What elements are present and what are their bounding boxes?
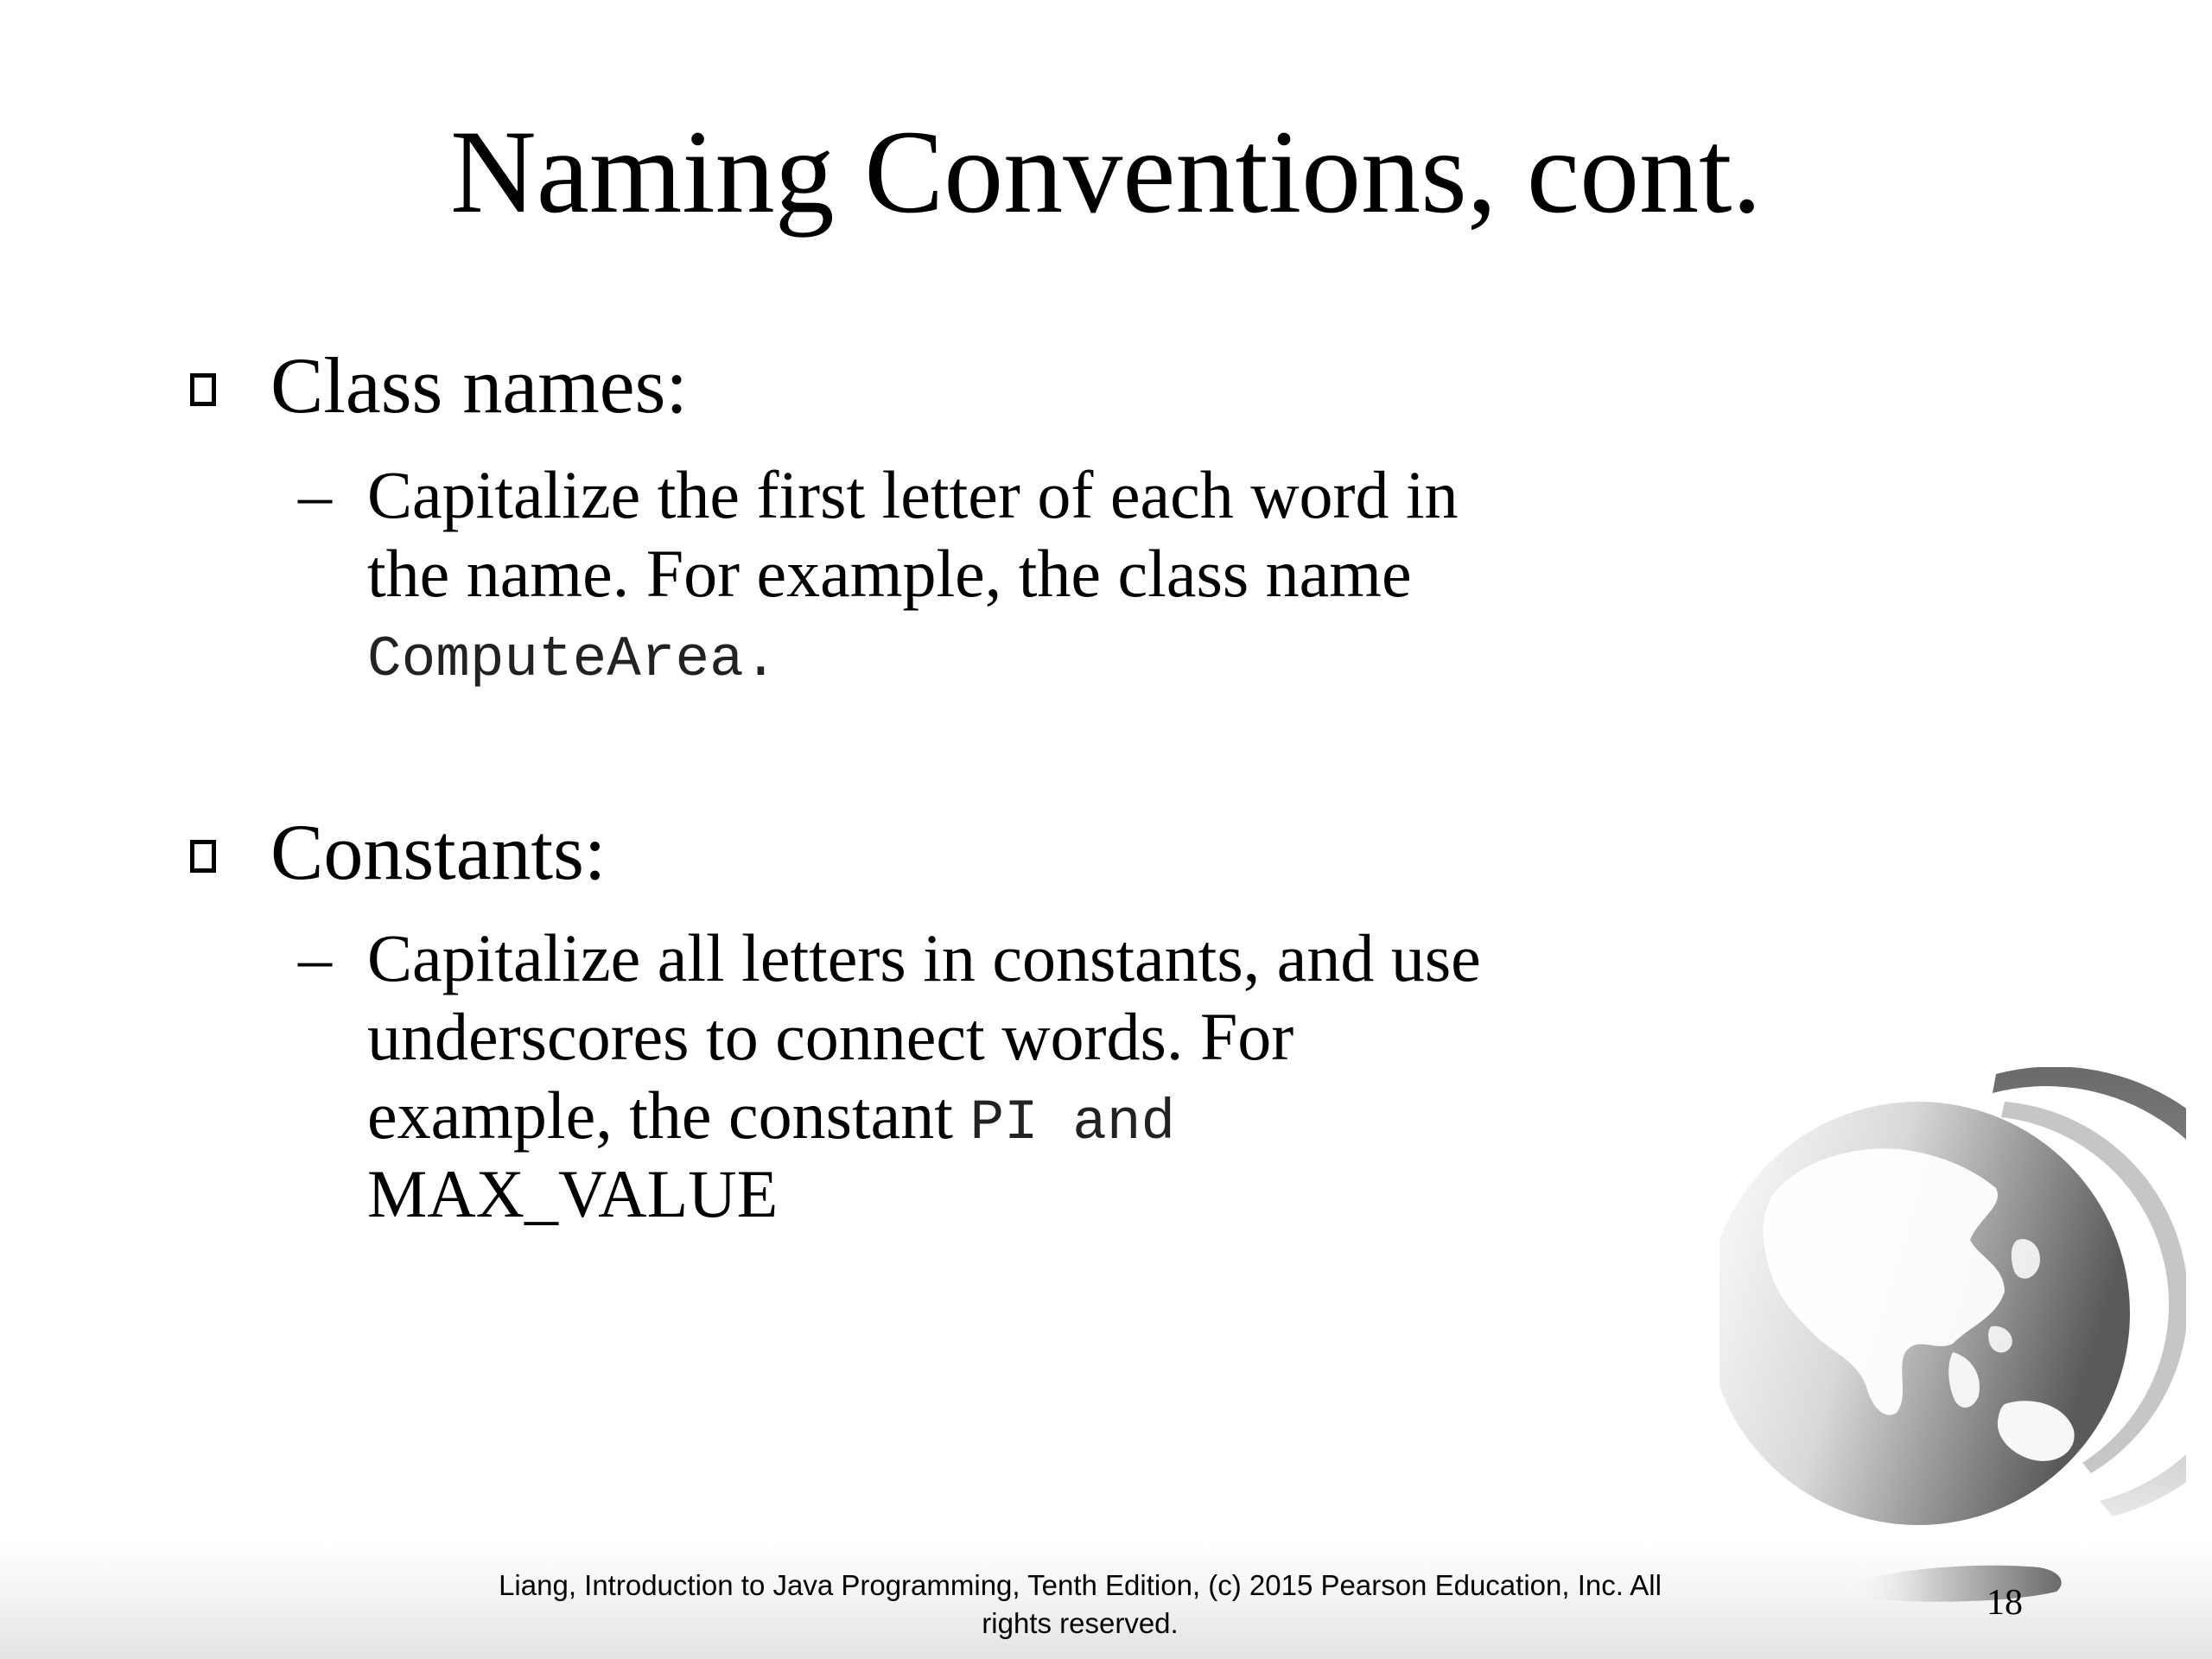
sub-point-line: Capitalize all letters in constants, and use xyxy=(367,920,1481,995)
dash-bullet: – xyxy=(298,457,332,532)
sub-point-line: MAX_VALUE xyxy=(367,1156,779,1231)
sub-point-line xyxy=(367,1076,1175,1162)
footer-copyright xyxy=(406,1567,1754,1643)
code-text: ComputeArea xyxy=(367,627,744,692)
sub-point-line xyxy=(367,613,778,699)
sub-point-line: the name. For example, the class name xyxy=(367,536,1412,611)
code-text: PI and xyxy=(969,1090,1176,1155)
code-suffix: . xyxy=(743,627,779,692)
dash-bullet: – xyxy=(298,920,332,995)
slide-title: Naming Conventions, cont. xyxy=(450,105,1762,238)
square-bullet-icon xyxy=(190,373,216,406)
footer-line: rights reserved. xyxy=(982,1607,1179,1639)
sub-point-line: Capitalize the first letter of each word in xyxy=(367,457,1459,532)
page-number: 18 xyxy=(1986,1583,2023,1623)
globe-icon xyxy=(1719,1067,2186,1551)
bullet-heading: Class names: xyxy=(270,341,688,429)
bullet-heading: Constants: xyxy=(270,808,607,896)
sub-point-text: example, the constant xyxy=(367,1077,970,1153)
footer-line: Liang, Introduction to Java Programming, Tenth Edition, (c) 2015 Pearson Education, Inc. All xyxy=(499,1569,1662,1601)
square-bullet-icon xyxy=(190,840,216,873)
sub-point-line: underscores to connect words. For xyxy=(367,999,1294,1074)
